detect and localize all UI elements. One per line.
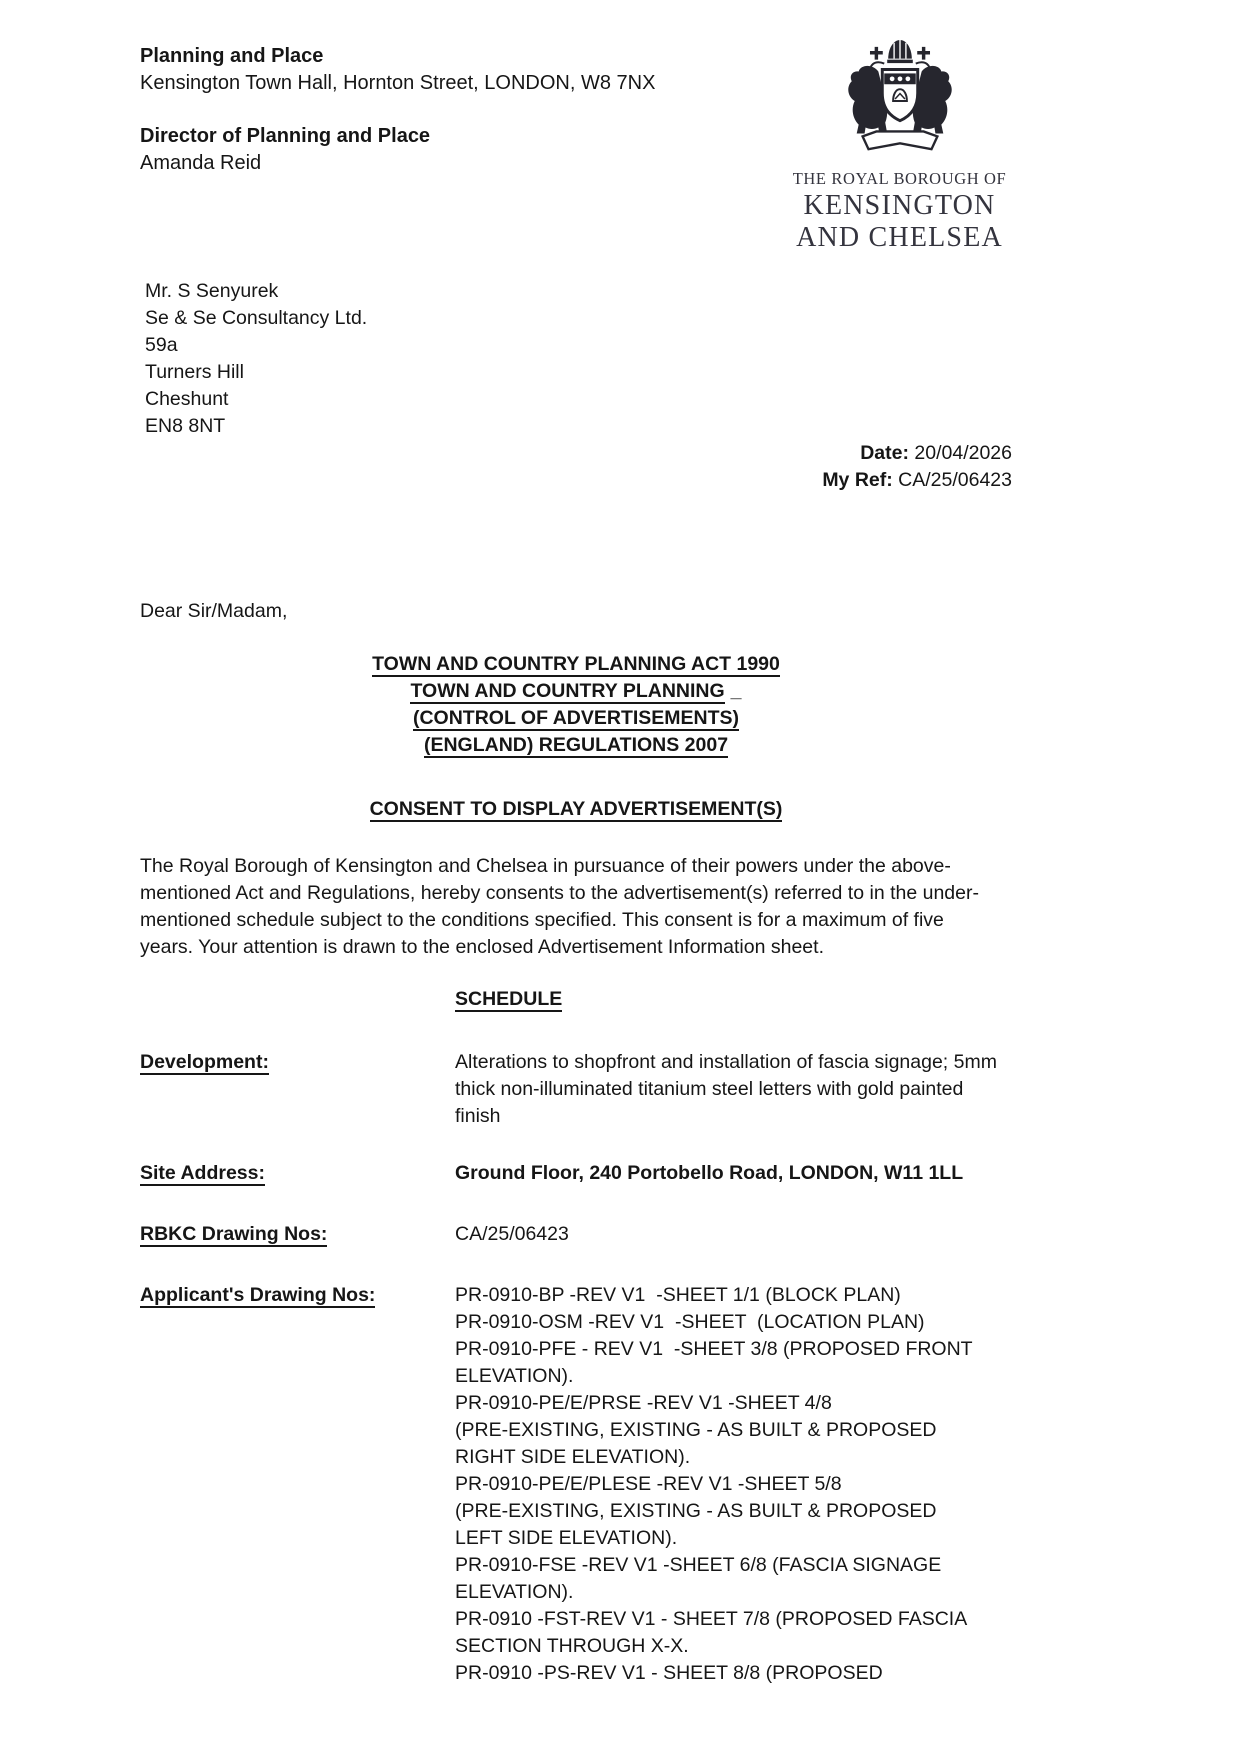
- consent-heading-text: CONSENT TO DISPLAY ADVERTISEMENT(S): [369, 798, 783, 820]
- recipient-address-line: Cheshunt: [145, 388, 229, 410]
- schedule-row-development: [140, 1049, 1012, 1130]
- logo-text-borough-of: THE ROYAL BOROUGH OF: [792, 169, 1007, 188]
- applicant-drawing-line: (PRE-EXISTING, EXISTING - AS BUILT & PROPOSED: [455, 1500, 937, 1522]
- applicant-drawing-line: PR-0910-PE/E/PRSE -REV V1 -SHEET 4/8: [455, 1392, 832, 1414]
- consent-body-paragraph: The Royal Borough of Kensington and Chelsea in pursuance of their powers under the above-mentioned Act and Regulations, hereby consents to the advertisement(s) referred to in the under-mentioned schedule subject to the conditions specified. This consent is for a maximum of five years. Your attention is drawn to the enclosed Advertisement Information sheet.: [140, 855, 979, 958]
- letter-header: [140, 30, 1012, 254]
- sender-department: Planning and Place: [140, 45, 324, 67]
- applicant-drawing-line: PR-0910-FSE -REV V1 -SHEET 6/8 (FASCIA SIGNAGE: [455, 1554, 942, 1576]
- schedule-heading-text: SCHEDULE: [455, 988, 563, 1010]
- applicant-drawing-line: PR-0910 -FST-REV V1 - SHEET 7/8 (PROPOSED FASCIA: [455, 1608, 968, 1630]
- recipient-address-line: Se & Se Consultancy Ltd.: [145, 307, 368, 329]
- letter-ref: [140, 467, 1012, 494]
- act-heading: [140, 651, 1012, 759]
- act-heading-text-1: TOWN AND COUNTRY PLANNING ACT 1990: [372, 653, 780, 675]
- applicant-drawing-line: PR-0910-PE/E/PLESE -REV V1 -SHEET 5/8: [455, 1473, 842, 1495]
- site-address-label: Site Address:: [140, 1162, 265, 1184]
- letter-meta: [140, 440, 1012, 494]
- act-heading-line-2: [140, 678, 1012, 705]
- applicant-drawing-line: PR-0910-BP -REV V1 -SHEET 1/1 (BLOCK PLAN): [455, 1284, 901, 1306]
- applicant-drawing-line: ELEVATION).: [455, 1581, 574, 1603]
- applicant-drawing-line: PR-0910-PFE - REV V1 -SHEET 3/8 (PROPOSED FRONT: [455, 1338, 973, 1360]
- director-block: [140, 123, 655, 177]
- director-name: Amanda Reid: [140, 152, 262, 174]
- schedule-row-rbkc-drawing: [140, 1221, 1012, 1248]
- applicant-drawing-list: [455, 1282, 1003, 1687]
- sender-block: [140, 30, 655, 177]
- recipient-address-line: Mr. S Senyurek: [145, 280, 279, 302]
- applicant-drawing-label: Applicant's Drawing Nos:: [140, 1284, 376, 1306]
- ref-value: CA/25/06423: [898, 469, 1012, 491]
- date-value: 20/04/2026: [914, 442, 1012, 464]
- applicant-drawing-line: LEFT SIDE ELEVATION).: [455, 1527, 678, 1549]
- act-heading-line-1: [140, 651, 1012, 678]
- logo-text-and-chelsea: AND CHELSEA: [796, 222, 1003, 253]
- rbkc-drawing-value: CA/25/06423: [455, 1223, 569, 1245]
- ref-label: My Ref:: [822, 469, 893, 491]
- applicant-drawing-line: ELEVATION).: [455, 1365, 574, 1387]
- act-heading-text-2: TOWN AND COUNTRY PLANNING: [410, 680, 725, 702]
- act-heading-text-4: (ENGLAND) REGULATIONS 2007: [423, 734, 729, 756]
- development-value: Alterations to shopfront and installation of fascia signage; 5mm thick non-illuminated titanium steel letters with gold painted finish: [455, 1051, 997, 1127]
- rbkc-drawing-label: RBKC Drawing Nos:: [140, 1223, 328, 1245]
- development-label: Development:: [140, 1051, 269, 1073]
- recipient-address-line: Turners Hill: [145, 361, 244, 383]
- recipient-address-block: [140, 278, 1012, 440]
- schedule-row-site-address: [140, 1160, 1012, 1187]
- consent-heading: [140, 796, 1012, 823]
- sender-address: Kensington Town Hall, Hornton Street, LONDON, W8 7NX: [140, 72, 656, 94]
- act-heading-line-3: [140, 705, 1012, 732]
- act-heading-text-3: (CONTROL OF ADVERTISEMENTS): [412, 707, 740, 729]
- director-title: Director of Planning and Place: [140, 125, 431, 147]
- rbkc-crest-icon: [838, 38, 962, 162]
- applicant-drawing-line: PR-0910-OSM -REV V1 -SHEET (LOCATION PLAN): [455, 1311, 925, 1333]
- logo-text-kensington: KENSINGTON: [803, 190, 996, 221]
- letter-date: [140, 440, 1012, 467]
- salutation: Dear Sir/Madam,: [140, 600, 288, 622]
- recipient-address-line: 59a: [145, 334, 178, 356]
- act-heading-line-4: [140, 732, 1012, 759]
- applicant-drawing-line: SECTION THROUGH X-X.: [455, 1635, 689, 1657]
- schedule-heading: [455, 986, 1012, 1013]
- schedule-row-applicant-drawing: [140, 1282, 1012, 1687]
- applicant-drawing-line: (PRE-EXISTING, EXISTING - AS BUILT & PROPOSED: [455, 1419, 937, 1441]
- borough-logo: [787, 30, 1012, 254]
- recipient-address-line: EN8 8NT: [145, 415, 226, 437]
- applicant-drawing-line: RIGHT SIDE ELEVATION).: [455, 1446, 691, 1468]
- date-label: Date:: [860, 442, 909, 464]
- applicant-drawing-line: PR-0910 -PS-REV V1 - SHEET 8/8 (PROPOSED: [455, 1662, 883, 1684]
- site-address-value: Ground Floor, 240 Portobello Road, LONDON, W11 1LL: [455, 1162, 964, 1184]
- stray-underscore-mark: _: [730, 680, 742, 702]
